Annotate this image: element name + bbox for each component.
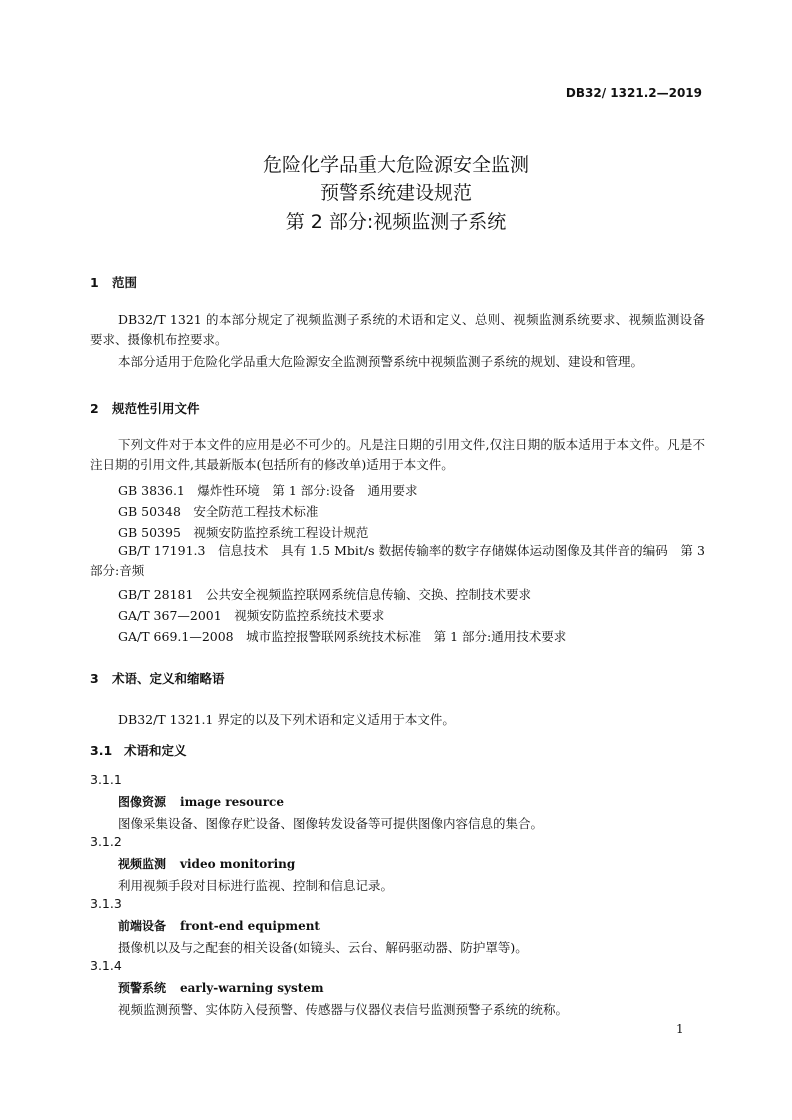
term-number: 3.1.4	[90, 958, 122, 973]
subsection-title: 术语和定义	[124, 743, 187, 758]
section-title: 术语、定义和缩略语	[112, 671, 225, 686]
section-1-paragraph-2: 本部分适用于危险化学品重大危险源安全监测预警系统中视频监测子系统的规划、建设和管理。	[118, 354, 644, 369]
title-line-3: 第 2 部分:视频监测子系统	[285, 211, 507, 233]
section-title: 范围	[112, 275, 138, 290]
term-definition: 摄像机以及与之配套的相关设备(如镜头、云台、解码驱动器、防护罩等)。	[118, 940, 528, 955]
title-line-2: 预警系统建设规范	[319, 182, 472, 204]
term-chinese: 图像资源	[118, 795, 167, 809]
term-number: 3.1.1	[90, 772, 122, 787]
term-heading	[118, 855, 295, 872]
term-chinese: 视频监测	[118, 857, 167, 871]
term-english: early-warning system	[180, 981, 324, 995]
term-english: front-end equipment	[180, 919, 320, 933]
subsection-number: 3.1	[90, 743, 113, 758]
term-definition: 视频监测预警、实体防入侵预警、传感器与仪器仪表信号监测预警子系统的统称。	[118, 1002, 569, 1017]
term-number: 3.1.2	[90, 834, 122, 849]
subsection-3-1-heading	[90, 741, 187, 759]
term-english: video monitoring	[180, 857, 296, 871]
section-3-heading	[90, 669, 225, 687]
term-chinese: 前端设备	[118, 919, 167, 933]
section-number: 2	[90, 401, 99, 416]
section-number: 3	[90, 671, 99, 686]
document-code: DB32/ 1321.2—2019	[565, 86, 702, 100]
section-title: 规范性引用文件	[112, 401, 200, 416]
section-1-paragraph-1: DB32/T 1321 的本部分规定了视频监测子系统的术语和定义、总则、视频监测系统要求、视频监测设备要求、摄像机布控要求。	[90, 312, 705, 347]
section-number: 1	[90, 275, 99, 290]
term-definition: 利用视频手段对目标进行监视、控制和信息记录。	[118, 878, 394, 893]
reference-item: GB/T 28181 公共安全视频监控联网系统信息传输、交换、控制技术要求	[118, 587, 531, 602]
section-2-intro: 下列文件对于本文件的应用是必不可少的。凡是注日期的引用文件,仅注日期的版本适用于本文件。凡是不注日期的引用文件,其最新版本(包括所有的修改单)适用于本文件。	[90, 437, 705, 472]
reference-item: GB 50348 安全防范工程技术标准	[118, 504, 319, 519]
term-heading	[118, 979, 324, 996]
term-definition: 图像采集设备、图像存贮设备、图像转发设备等可提供图像内容信息的集合。	[118, 816, 544, 831]
reference-item: GB 50395 视频安防监控系统工程设计规范	[118, 525, 369, 540]
section-3-intro: DB32/T 1321.1 界定的以及下列术语和定义适用于本文件。	[118, 712, 455, 727]
reference-item: GA/T 367—2001 视频安防监控系统技术要求	[118, 608, 385, 623]
reference-item: GA/T 669.1—2008 城市监控报警联网系统技术标准 第 1 部分:通用技术要求	[118, 629, 567, 644]
section-2-heading	[90, 399, 200, 417]
reference-item: GB/T 17191.3 信息技术 具有 1.5 Mbit/s 数据传输率的数字存储媒体运动图像及其伴音的编码 第 3 部分:音频	[90, 543, 705, 578]
reference-item: GB 3836.1 爆炸性环境 第 1 部分:设备 通用要求	[118, 483, 418, 498]
page-number: 1	[676, 1022, 684, 1036]
term-heading	[118, 793, 284, 810]
term-heading	[118, 917, 320, 934]
term-english: image resource	[180, 795, 284, 809]
title-line-1: 危险化学品重大危险源安全监测	[262, 154, 529, 176]
term-number: 3.1.3	[90, 896, 122, 911]
term-chinese: 预警系统	[118, 981, 167, 995]
section-1-heading	[90, 273, 137, 291]
